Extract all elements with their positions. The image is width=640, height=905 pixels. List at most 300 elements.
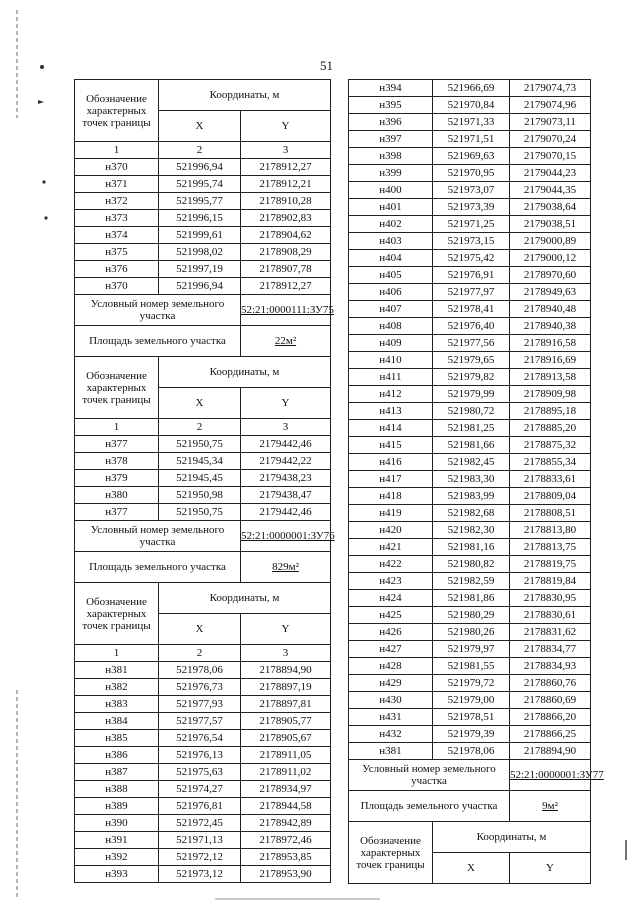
point-id: н373 <box>75 210 159 227</box>
x-coordinate: 521977,57 <box>159 713 241 730</box>
table-row <box>349 250 591 267</box>
x-coordinate: 521978,06 <box>433 743 510 760</box>
point-id: н399 <box>349 165 433 182</box>
y-coordinate: 2178855,34 <box>510 454 591 471</box>
table-row <box>349 403 591 420</box>
area-value: 829м² <box>241 552 331 583</box>
point-id: н375 <box>75 244 159 261</box>
point-id: н420 <box>349 522 433 539</box>
y-coordinate: 2178944,58 <box>241 798 331 815</box>
table-row <box>75 798 331 815</box>
point-id: н380 <box>75 487 159 504</box>
table-row <box>349 301 591 318</box>
x-coordinate: 521981,66 <box>433 437 510 454</box>
table-row <box>349 165 591 182</box>
table-row <box>75 713 331 730</box>
table-row <box>349 437 591 454</box>
point-id: н386 <box>75 747 159 764</box>
x-coordinate: 521978,51 <box>433 709 510 726</box>
y-coordinate: 2179070,15 <box>510 148 591 165</box>
column-number: 2 <box>159 419 241 436</box>
point-id: н421 <box>349 539 433 556</box>
x-coordinate: 521972,12 <box>159 849 241 866</box>
area-row <box>349 791 591 822</box>
column-number: 2 <box>159 645 241 662</box>
y-coordinate: 2179070,24 <box>510 131 591 148</box>
y-coordinate: 2178942,89 <box>241 815 331 832</box>
table-header-row <box>75 583 331 614</box>
x-coordinate: 521979,82 <box>433 369 510 386</box>
table-row <box>349 675 591 692</box>
point-id: н401 <box>349 199 433 216</box>
x-coordinate: 521971,33 <box>433 114 510 131</box>
point-id: н405 <box>349 267 433 284</box>
coordinates-header: Координаты, м <box>433 822 591 853</box>
y-coordinate: 2178909,98 <box>510 386 591 403</box>
point-id: н411 <box>349 369 433 386</box>
point-id: н372 <box>75 193 159 210</box>
y-coordinate: 2179073,11 <box>510 114 591 131</box>
x-coordinate: 521981,86 <box>433 590 510 607</box>
point-designation-header: Обозначение характерных точек границы <box>75 357 159 419</box>
table-row <box>75 227 331 244</box>
x-coordinate: 521950,75 <box>159 504 241 521</box>
point-id: н432 <box>349 726 433 743</box>
page-number: 51 <box>320 58 333 73</box>
x-coordinate: 521979,97 <box>433 641 510 658</box>
y-coordinate: 2178897,19 <box>241 679 331 696</box>
point-id: н381 <box>349 743 433 760</box>
y-coordinate: 2178866,25 <box>510 726 591 743</box>
x-coordinate: 521972,45 <box>159 815 241 832</box>
column-number: 3 <box>241 419 331 436</box>
x-coordinate: 521979,99 <box>433 386 510 403</box>
x-coordinate: 521976,54 <box>159 730 241 747</box>
cadastral-number: 52:21:0000111:ЗУ75 <box>241 295 331 326</box>
table-row <box>349 471 591 488</box>
table-row <box>349 182 591 199</box>
point-id: н412 <box>349 386 433 403</box>
y-coordinate: 2178911,05 <box>241 747 331 764</box>
point-id: н376 <box>75 261 159 278</box>
x-coordinate: 521971,13 <box>159 832 241 849</box>
x-column-header: X <box>159 614 241 645</box>
point-id: н431 <box>349 709 433 726</box>
x-coordinate: 521971,51 <box>433 131 510 148</box>
table-row <box>349 658 591 675</box>
point-id: н408 <box>349 318 433 335</box>
table-row <box>75 436 331 453</box>
y-coordinate: 2178940,48 <box>510 301 591 318</box>
table-row <box>349 335 591 352</box>
x-coordinate: 521975,42 <box>433 250 510 267</box>
y-coordinate: 2178908,29 <box>241 244 331 261</box>
table-row <box>349 556 591 573</box>
y-column-header: Y <box>510 853 591 884</box>
y-coordinate: 2179442,22 <box>241 453 331 470</box>
area-value: 22м² <box>241 326 331 357</box>
y-coordinate: 2179442,46 <box>241 504 331 521</box>
table-row <box>75 193 331 210</box>
table-row <box>349 420 591 437</box>
point-id: н422 <box>349 556 433 573</box>
table-row <box>75 730 331 747</box>
table-row <box>75 487 331 504</box>
x-coordinate: 521973,39 <box>433 199 510 216</box>
y-coordinate: 2178819,84 <box>510 573 591 590</box>
point-id: н415 <box>349 437 433 454</box>
point-id: н406 <box>349 284 433 301</box>
table-header-row <box>75 80 331 111</box>
point-id: н404 <box>349 250 433 267</box>
column-number: 2 <box>159 142 241 159</box>
column-number: 1 <box>75 419 159 436</box>
point-id: н403 <box>349 233 433 250</box>
x-coordinate: 521978,06 <box>159 662 241 679</box>
y-coordinate: 2178897,81 <box>241 696 331 713</box>
y-column-header: Y <box>241 388 331 419</box>
y-coordinate: 2178916,58 <box>510 335 591 352</box>
y-coordinate: 2178813,75 <box>510 539 591 556</box>
table-row <box>349 369 591 386</box>
point-id: н410 <box>349 352 433 369</box>
x-coordinate: 521975,63 <box>159 764 241 781</box>
coordinates-header: Координаты, м <box>159 80 331 111</box>
point-id: н378 <box>75 453 159 470</box>
point-id: н382 <box>75 679 159 696</box>
area-row <box>75 552 331 583</box>
table-row <box>349 539 591 556</box>
table-row <box>75 781 331 798</box>
y-coordinate: 2178902,83 <box>241 210 331 227</box>
table-row <box>349 743 591 760</box>
table-row <box>75 832 331 849</box>
point-id: н394 <box>349 80 433 97</box>
point-id: н370 <box>75 159 159 176</box>
x-coordinate: 521978,41 <box>433 301 510 318</box>
point-id: н409 <box>349 335 433 352</box>
y-coordinate: 2178911,02 <box>241 764 331 781</box>
column-number: 3 <box>241 142 331 159</box>
y-coordinate: 2178808,51 <box>510 505 591 522</box>
coordinates-table-left <box>74 79 335 883</box>
cadastral-number-row <box>75 295 331 326</box>
point-id: н407 <box>349 301 433 318</box>
x-coordinate: 521983,99 <box>433 488 510 505</box>
y-coordinate: 2178940,38 <box>510 318 591 335</box>
cadastral-number-label: Условный номер земельного участка <box>349 760 510 791</box>
point-id: н413 <box>349 403 433 420</box>
y-coordinate: 2178860,76 <box>510 675 591 692</box>
point-id: н377 <box>75 504 159 521</box>
point-id: н429 <box>349 675 433 692</box>
table-row <box>75 470 331 487</box>
table-row <box>349 454 591 471</box>
table-row <box>349 80 591 97</box>
x-coordinate: 521974,27 <box>159 781 241 798</box>
y-coordinate: 2178905,77 <box>241 713 331 730</box>
y-coordinate: 2179074,73 <box>510 80 591 97</box>
table-row <box>75 176 331 193</box>
table-row <box>349 97 591 114</box>
y-coordinate: 2178912,27 <box>241 278 331 295</box>
table-row <box>75 662 331 679</box>
x-coordinate: 521977,56 <box>433 335 510 352</box>
point-id: н397 <box>349 131 433 148</box>
column-number-row <box>75 419 331 436</box>
y-coordinate: 2179000,89 <box>510 233 591 250</box>
coordinates-table-right <box>348 79 604 884</box>
table-row <box>75 696 331 713</box>
table-row <box>349 505 591 522</box>
point-id: н416 <box>349 454 433 471</box>
x-coordinate: 521976,40 <box>433 318 510 335</box>
x-coordinate: 521973,07 <box>433 182 510 199</box>
table-row <box>75 815 331 832</box>
x-coordinate: 521976,81 <box>159 798 241 815</box>
x-coordinate: 521983,30 <box>433 471 510 488</box>
y-coordinate: 2178972,46 <box>241 832 331 849</box>
table-row <box>75 159 331 176</box>
table-row <box>349 624 591 641</box>
point-designation-header: Обозначение характерных точек границы <box>75 583 159 645</box>
y-coordinate: 2179438,47 <box>241 487 331 504</box>
y-coordinate: 2178907,78 <box>241 261 331 278</box>
table-row <box>349 692 591 709</box>
x-coordinate: 521979,72 <box>433 675 510 692</box>
x-coordinate: 521976,73 <box>159 679 241 696</box>
table-row <box>349 114 591 131</box>
cadastral-number-label: Условный номер земельного участка <box>75 521 241 552</box>
table-header-row <box>349 822 591 853</box>
point-id: н427 <box>349 641 433 658</box>
point-id: н388 <box>75 781 159 798</box>
y-coordinate: 2179000,12 <box>510 250 591 267</box>
x-coordinate: 521977,97 <box>433 284 510 301</box>
x-column-header: X <box>433 853 510 884</box>
point-id: н414 <box>349 420 433 437</box>
cadastral-number: 52:21:0000001:ЗУ76 <box>241 521 331 552</box>
table-row <box>75 210 331 227</box>
x-coordinate: 521996,94 <box>159 159 241 176</box>
y-coordinate: 2178912,27 <box>241 159 331 176</box>
x-coordinate: 521982,45 <box>433 454 510 471</box>
column-number-row <box>75 142 331 159</box>
x-coordinate: 521966,69 <box>433 80 510 97</box>
y-column-header: Y <box>241 111 331 142</box>
y-coordinate: 2179438,23 <box>241 470 331 487</box>
table-row <box>349 233 591 250</box>
table-row <box>349 522 591 539</box>
y-coordinate: 2179442,46 <box>241 436 331 453</box>
table-row <box>75 504 331 521</box>
table-row <box>75 278 331 295</box>
y-coordinate: 2179038,64 <box>510 199 591 216</box>
y-coordinate: 2178916,69 <box>510 352 591 369</box>
y-coordinate: 2178830,95 <box>510 590 591 607</box>
y-coordinate: 2179044,35 <box>510 182 591 199</box>
table-row <box>349 641 591 658</box>
table-row <box>349 216 591 233</box>
column-number: 3 <box>241 645 331 662</box>
x-coordinate: 521982,68 <box>433 505 510 522</box>
y-coordinate: 2179038,51 <box>510 216 591 233</box>
y-coordinate: 2178894,90 <box>241 662 331 679</box>
table-row <box>349 726 591 743</box>
y-coordinate: 2178830,61 <box>510 607 591 624</box>
table-row <box>349 131 591 148</box>
table-row <box>349 709 591 726</box>
cadastral-number-row <box>349 760 591 791</box>
point-id: н370 <box>75 278 159 295</box>
y-coordinate: 2178809,04 <box>510 488 591 505</box>
area-row <box>75 326 331 357</box>
y-column-header: Y <box>241 614 331 645</box>
y-coordinate: 2178912,21 <box>241 176 331 193</box>
x-coordinate: 521976,91 <box>433 267 510 284</box>
x-coordinate: 521979,65 <box>433 352 510 369</box>
x-coordinate: 521999,61 <box>159 227 241 244</box>
point-designation-header: Обозначение характерных точек границы <box>349 822 433 884</box>
y-coordinate: 2179074,96 <box>510 97 591 114</box>
point-id: н430 <box>349 692 433 709</box>
y-coordinate: 2178833,61 <box>510 471 591 488</box>
x-column-header: X <box>159 111 241 142</box>
coordinates-header: Координаты, м <box>159 583 331 614</box>
point-id: н428 <box>349 658 433 675</box>
point-id: н395 <box>349 97 433 114</box>
cadastral-number-label: Условный номер земельного участка <box>75 295 241 326</box>
point-id: н387 <box>75 764 159 781</box>
table-row <box>349 352 591 369</box>
point-id: н371 <box>75 176 159 193</box>
x-coordinate: 521982,30 <box>433 522 510 539</box>
x-coordinate: 521950,98 <box>159 487 241 504</box>
point-id: н377 <box>75 436 159 453</box>
table-row <box>349 199 591 216</box>
table-row <box>349 573 591 590</box>
x-coordinate: 521996,94 <box>159 278 241 295</box>
y-coordinate: 2178866,20 <box>510 709 591 726</box>
area-label: Площадь земельного участка <box>75 326 241 357</box>
point-id: н389 <box>75 798 159 815</box>
x-coordinate: 521945,45 <box>159 470 241 487</box>
point-id: н391 <box>75 832 159 849</box>
table-row <box>75 679 331 696</box>
x-coordinate: 521973,12 <box>159 866 241 883</box>
x-coordinate: 521998,02 <box>159 244 241 261</box>
table-row <box>349 284 591 301</box>
x-coordinate: 521950,75 <box>159 436 241 453</box>
coordinates-header: Координаты, м <box>159 357 331 388</box>
y-coordinate: 2178831,62 <box>510 624 591 641</box>
cadastral-number: 52:21:0000001:ЗУ77 <box>510 760 591 791</box>
point-id: н426 <box>349 624 433 641</box>
table-row <box>349 488 591 505</box>
point-id: н417 <box>349 471 433 488</box>
x-coordinate: 521970,95 <box>433 165 510 182</box>
point-id: н381 <box>75 662 159 679</box>
y-coordinate: 2178953,90 <box>241 866 331 883</box>
x-coordinate: 521981,25 <box>433 420 510 437</box>
x-coordinate: 521980,29 <box>433 607 510 624</box>
column-number: 1 <box>75 142 159 159</box>
y-coordinate: 2178913,58 <box>510 369 591 386</box>
x-coordinate: 521977,93 <box>159 696 241 713</box>
point-designation-header: Обозначение характерных точек границы <box>75 80 159 142</box>
point-id: н398 <box>349 148 433 165</box>
x-coordinate: 521980,26 <box>433 624 510 641</box>
x-coordinate: 521979,00 <box>433 692 510 709</box>
x-coordinate: 521995,74 <box>159 176 241 193</box>
table-row <box>349 386 591 403</box>
x-coordinate: 521973,15 <box>433 233 510 250</box>
point-id: н392 <box>75 849 159 866</box>
cadastral-number-row <box>75 521 331 552</box>
table-row <box>75 747 331 764</box>
y-coordinate: 2178813,80 <box>510 522 591 539</box>
y-coordinate: 2178885,20 <box>510 420 591 437</box>
x-coordinate: 521982,59 <box>433 573 510 590</box>
point-id: н424 <box>349 590 433 607</box>
y-coordinate: 2178905,67 <box>241 730 331 747</box>
area-value: 9м² <box>510 791 591 822</box>
table-row <box>75 764 331 781</box>
x-coordinate: 521970,84 <box>433 97 510 114</box>
x-coordinate: 521980,82 <box>433 556 510 573</box>
x-coordinate: 521997,19 <box>159 261 241 278</box>
y-coordinate: 2178895,18 <box>510 403 591 420</box>
table-row <box>349 607 591 624</box>
y-coordinate: 2178860,69 <box>510 692 591 709</box>
point-id: н374 <box>75 227 159 244</box>
table-row <box>75 453 331 470</box>
point-id: н419 <box>349 505 433 522</box>
x-coordinate: 521981,16 <box>433 539 510 556</box>
y-coordinate: 2178834,93 <box>510 658 591 675</box>
y-coordinate: 2178953,85 <box>241 849 331 866</box>
table-row <box>349 318 591 335</box>
column-number: 1 <box>75 645 159 662</box>
y-coordinate: 2178934,97 <box>241 781 331 798</box>
area-label: Площадь земельного участка <box>75 552 241 583</box>
point-id: н383 <box>75 696 159 713</box>
point-id: н400 <box>349 182 433 199</box>
point-id: н402 <box>349 216 433 233</box>
y-coordinate: 2178910,28 <box>241 193 331 210</box>
point-id: н393 <box>75 866 159 883</box>
table-row <box>349 148 591 165</box>
y-coordinate: 2178949,63 <box>510 284 591 301</box>
x-coordinate: 521979,39 <box>433 726 510 743</box>
point-id: н384 <box>75 713 159 730</box>
y-coordinate: 2178875,32 <box>510 437 591 454</box>
x-coordinate: 521995,77 <box>159 193 241 210</box>
x-column-header: X <box>159 388 241 419</box>
y-coordinate: 2179044,23 <box>510 165 591 182</box>
point-id: н385 <box>75 730 159 747</box>
y-coordinate: 2178904,62 <box>241 227 331 244</box>
table-row <box>75 261 331 278</box>
table-row <box>75 244 331 261</box>
x-coordinate: 521996,15 <box>159 210 241 227</box>
table-header-row <box>75 357 331 388</box>
point-id: н379 <box>75 470 159 487</box>
column-number-row <box>75 645 331 662</box>
point-id: н396 <box>349 114 433 131</box>
x-coordinate: 521980,72 <box>433 403 510 420</box>
table-row <box>349 267 591 284</box>
